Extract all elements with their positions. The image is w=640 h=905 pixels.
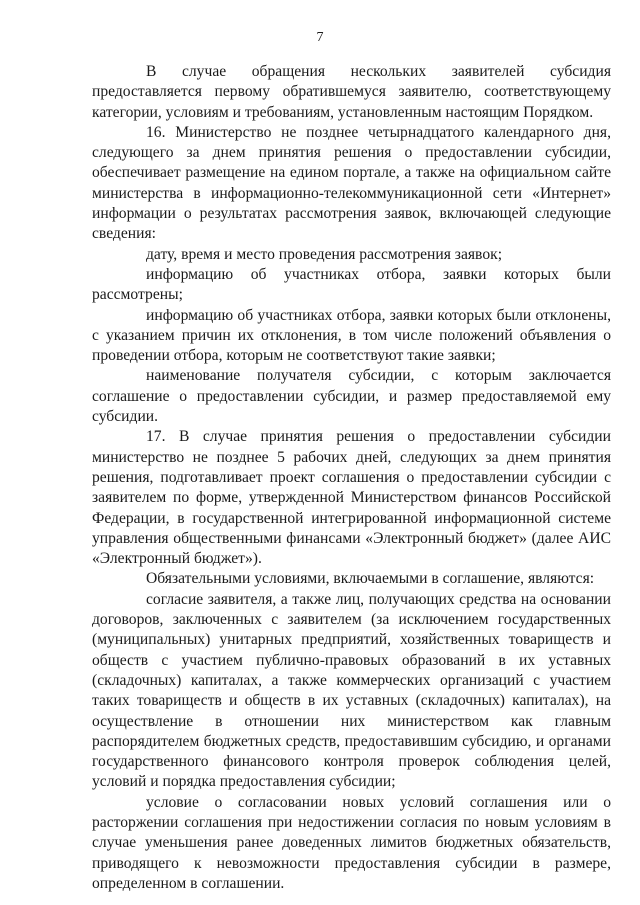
list-item-new-conditions-agreement: условие о согласовании новых условий соглашения или о расторжении соглашения при недостижении согласия по новым условиям в случае уменьшения ранее доведенных лимитов бюджетных обязательств, приводящего к невозможности предоставления субсидии в размере, определенном в соглашении.	[92, 793, 611, 892]
paragraph-mandatory-conditions: Обязательными условиями, включаемыми в соглашение, являются:	[146, 570, 595, 588]
list-item-recipient-name: наименование получателя субсидии, с которым заключается соглашение о предоставлении субсидии, и размер предоставляемой ему субсидии.	[92, 367, 611, 426]
list-item-rejected-participants: информацию об участниках отбора, заявки которых были отклонены, с указанием причин их отклонения, в том числе положений объявления о проведении отбора, которым не соответствуют такие заявки;	[92, 306, 611, 365]
list-item-consent-to-audits: согласие заявителя, а также лиц, получающих средства на основании договоров, заключенных с заявителем (за исключением государственных (муниципальных) унитарных предприятий, хозяйственных товариществ и обществ с участием публично-правовых образований в их уставных (складочных) капиталах, а также коммерческих организаций с участием таких товариществ и обществ в их уставных (складочных) капиталах), на осуществление в отношении них министерством как главным распорядителем бюджетных средств, предоставившим субсидию, и органами государственного финансового контроля проверок соблюдения целей, условий и порядка предоставления субсидии;	[92, 590, 611, 791]
list-item-reviewed-participants: информацию об участниках отбора, заявки которых были рассмотрены;	[92, 265, 611, 304]
paragraph-applicant-priority: В случае обращения нескольких заявителей субсидия предоставляется первому обратившемуся заявителю, соответствующему категории, условиям и требованиям, установленным настоящим Порядком.	[92, 63, 611, 121]
list-item-date-time-place: дату, время и место проведения рассмотрения заявок;	[146, 245, 503, 263]
paragraph-clause-17: 17. В случае принятия решения о предоставлении субсидии министерство не позднее 5 рабочих дней, следующих за днем принятия решения, подготавливает проект соглашения о предоставлении субсидии с заявителем по форме, утвержденной Министерством финансов Российской Федерации, в государственной интегрированной информационной системе управления общественными финансами «Электронный бюджет» (далее АИС «Электронный бюджет»).	[92, 428, 611, 568]
document-body	[92, 62, 611, 894]
paragraph-clause-16: 16. Министерство не позднее четырнадцатого календарного дня, следующего за днем принятия решения о предоставлении субсидии, обеспечивает размещение на едином портале, а также на официальном сайте министерства в информационно-телекоммуникационной сети «Интернет» информации о результатах рассмотрения заявок, включающей следующие сведения:	[92, 123, 611, 243]
page-number: 7	[316, 30, 324, 45]
